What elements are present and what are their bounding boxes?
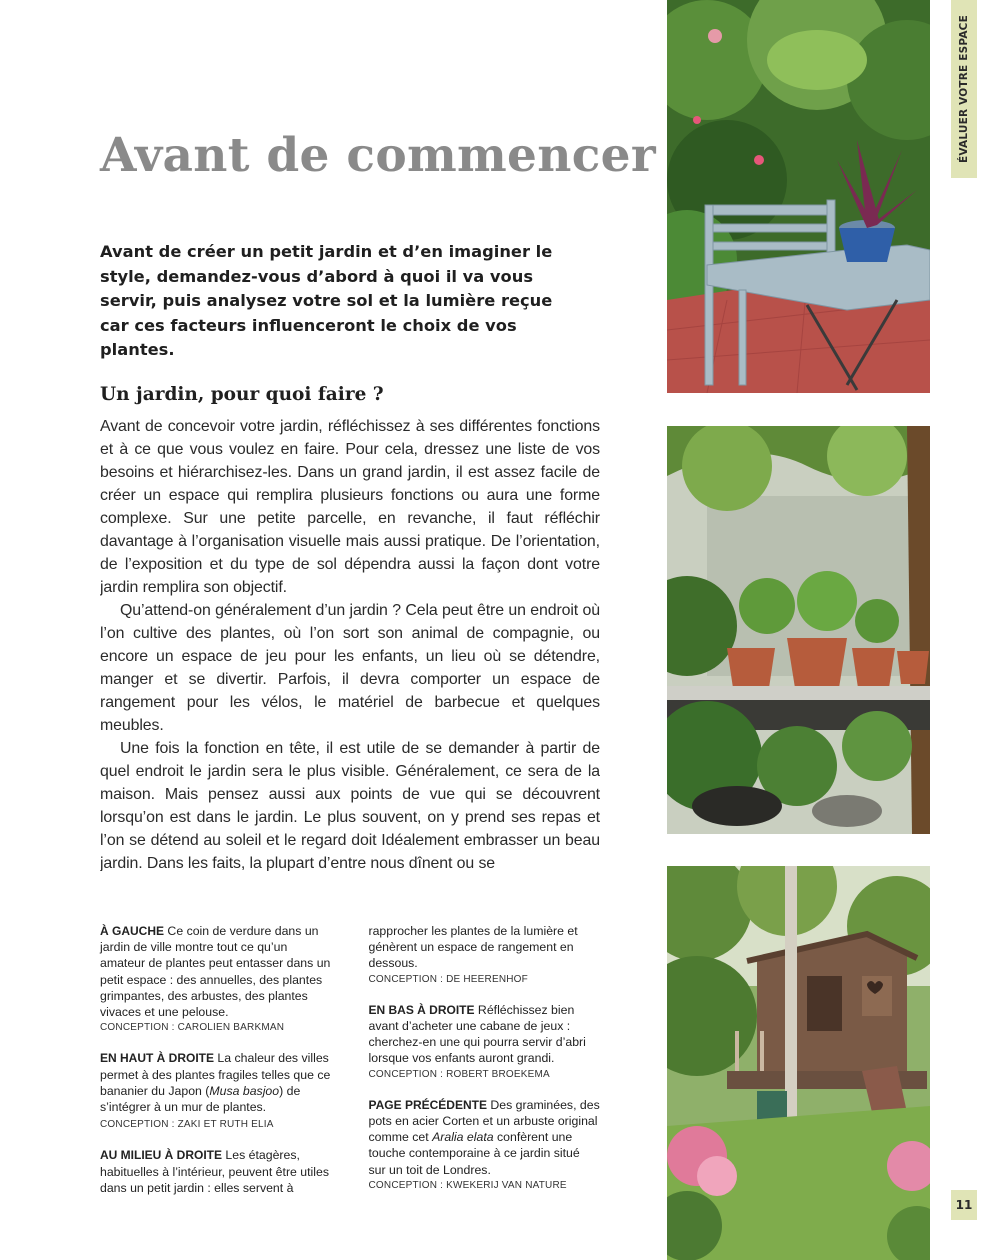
page-number: 11 xyxy=(951,1190,977,1220)
intro-paragraph: Avant de créer un petit jardin et d’en imaginer le style, demandez-vous d’abord à quoi il va vous servir, puis analysez votre sol et la lumière reçue car ces facteurs influenceront le choix de vos plantes. xyxy=(100,242,553,359)
caption-top-right xyxy=(100,1050,332,1133)
page-title: Avant de commencer xyxy=(100,128,656,183)
caption-credit: CONCEPTION : KWEKERIJ VAN NATURE xyxy=(368,1179,567,1191)
caption-credit: CONCEPTION : ROBERT BROEKEMA xyxy=(368,1068,550,1080)
chapter-tab xyxy=(951,0,977,178)
body-paragraph-1: Avant de concevoir votre jardin, réfléchissez à ses différentes fonctions et à ce que vous voulez en faire. Pour cela, dressez une liste de vos besoins et hiérarchisez-les. Dans un grand jardin, il est assez facile de créer un espace qui remplira plusieurs fonctions ou aura une forme complexe. Sur une petite parcelle, en revanche, il faut réfléchir davantage à l’organisation visuelle mais aussi pratique. De l’orientation, de l’exposition et du type de sol dépendra aussi la façon dont votre jardin remplira son objectif. xyxy=(100,418,600,596)
caption-text: Des graminées, des pots en acier Corten et un arbuste original comme cet xyxy=(368,1097,600,1145)
caption-credit: CONCEPTION : CAROLIEN BARKMAN xyxy=(100,1022,285,1034)
photo-garden-shelves xyxy=(667,426,930,834)
caption-text: La chaleur des villes permet à des plantes fragiles telles que ce bananier du Japon ( xyxy=(100,1051,331,1098)
chapter-tab-label: ÉVALUER VOTRE ESPACE xyxy=(958,15,971,163)
caption-text: confèrent une touche contemporaine à ce jardin situé sur un toit de Londres. xyxy=(368,1130,580,1177)
caption-credit: CONCEPTION : DE HEERENHOF xyxy=(368,973,528,985)
photo-garden-bench xyxy=(667,0,930,393)
body-text xyxy=(100,415,600,871)
caption-left xyxy=(100,923,332,1036)
caption-label: EN BAS À DROITE xyxy=(368,1002,475,1017)
caption-label: AU MILIEU À DROITE xyxy=(100,1148,222,1163)
caption-text: Les étagères, habituelles à l’intérieur, peuvent être utiles dans un petit jardin : elles servent à rapprocher les plantes de la lumière et génèrent un espace de rangement en dessous. xyxy=(100,924,578,1195)
body-paragraph-2: Qu’attend-on généralement d’un jardin ? Cela peut être un endroit où l’on cultive des plantes, où l’on sort son animal de compagnie, ou encore un espace de jeu pour les enfants, un lieu où se détendre, manger et se divertir. Parfois, il devra comporter un espace de rangement pour les vélos, le matériel de barbecue et quelques meubles. xyxy=(100,602,600,734)
caption-credit: CONCEPTION : ZAKI ET RUTH ELIA xyxy=(100,1119,274,1131)
caption-label: À GAUCHE xyxy=(100,924,165,938)
caption-italic: Musa basjoo xyxy=(209,1083,280,1098)
caption-text: ) de s’intégrer à un mur de plantes. xyxy=(100,1083,301,1115)
caption-italic: Aralia elata xyxy=(432,1130,494,1145)
caption-text: Réfléchissez bien avant d’acheter une cabane de jeux : cherchez-en une qui pourra servir d’abri lorsque vos enfants auront grandi. xyxy=(368,1002,586,1066)
caption-label: PAGE PRÉCÉDENTE xyxy=(368,1097,487,1112)
section-heading: Un jardin, pour quoi faire ? xyxy=(100,384,384,405)
caption-bottom-right xyxy=(369,1002,601,1083)
photo-captions xyxy=(100,923,600,1203)
caption-text: Ce coin de verdure dans un jardin de ville montre tout ce qu’un amateur de plantes peut entasser dans un petit espace : des annuelles, des plantes grimpantes, des arbustes, des plantes vivaces et une pelouse. xyxy=(100,924,331,1020)
photo-playhouse xyxy=(667,866,930,1260)
caption-previous-page xyxy=(369,1097,601,1194)
caption-label: EN HAUT À DROITE xyxy=(100,1051,214,1066)
body-paragraph-3: Une fois la fonction en tête, il est utile de se demander à partir de quel endroit le jardin sera le plus visible. Généralement, ce sera de la maison. Mais pensez aussi aux points de vue qui se découvrent lorsqu’on est dans le jardin. Le plus souvent, on y prend ses repas et l’on se détend au soleil et le regard doit Idéalement embrasser un beau jardin. Dans les faits, la plupart d’entre nous dînent ou se xyxy=(100,740,600,871)
